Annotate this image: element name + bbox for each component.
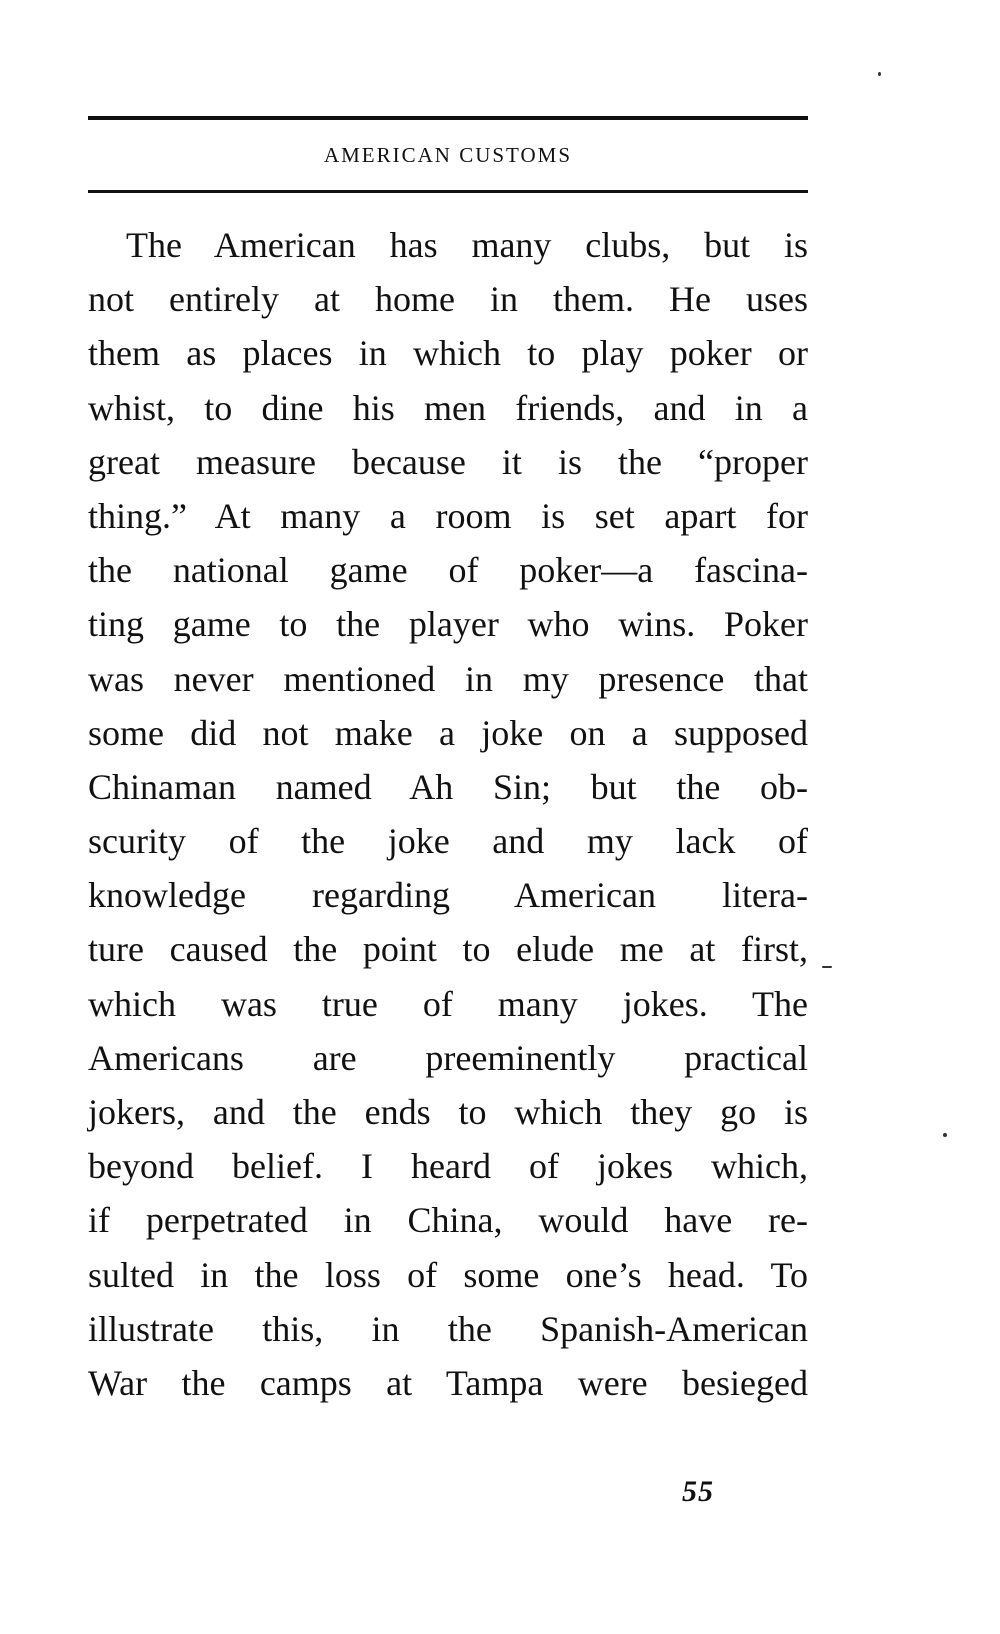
text-line: ture caused the point to elude me at first, — [88, 929, 808, 970]
text-line: Chinaman named Ah Sin; but the ob- — [88, 766, 808, 807]
header-top-rule — [88, 116, 808, 120]
body-paragraph — [88, 218, 808, 1410]
text-line: illustrate this, in the Spanish-American — [88, 1308, 808, 1349]
text-line: ting game to the player who wins. Poker — [88, 604, 808, 645]
text-line: knowledge regarding American litera- — [88, 875, 808, 916]
running-head: AMERICAN CUSTOMS — [323, 143, 573, 167]
text-line: beyond belief. I heard of jokes which, — [88, 1146, 808, 1187]
text-line: was never mentioned in my presence that — [88, 658, 808, 699]
page-number: 55 — [682, 1475, 714, 1508]
scan-speck — [822, 966, 832, 968]
text-line: Americans are preeminently practical — [88, 1037, 808, 1078]
text-line: scurity of the joke and my lack of — [88, 821, 808, 862]
text-line: the national game of poker—a fascina- — [88, 550, 808, 591]
text-line: sulted in the loss of some one’s head. To — [88, 1254, 808, 1295]
text-line: some did not make a joke on a supposed — [88, 712, 808, 753]
text-line: War the camps at Tampa were besieged — [88, 1362, 808, 1403]
text-line: if perpetrated in China, would have re- — [88, 1200, 808, 1241]
text-line: thing.” At many a room is set apart for — [88, 495, 808, 536]
scan-speck — [943, 1133, 947, 1137]
header-bottom-rule — [88, 190, 808, 193]
scan-speck — [878, 72, 881, 76]
text-line: The American has many clubs, but is — [126, 225, 808, 265]
text-line: which was true of many jokes. The — [88, 983, 808, 1024]
text-line: great measure because it is the “proper — [88, 441, 808, 482]
text-line: whist, to dine his men friends, and in a — [88, 387, 808, 428]
text-line: jokers, and the ends to which they go is — [88, 1092, 808, 1132]
text-line: not entirely at home in them. He uses — [88, 279, 808, 320]
text-line: them as places in which to play poker or — [88, 333, 808, 374]
